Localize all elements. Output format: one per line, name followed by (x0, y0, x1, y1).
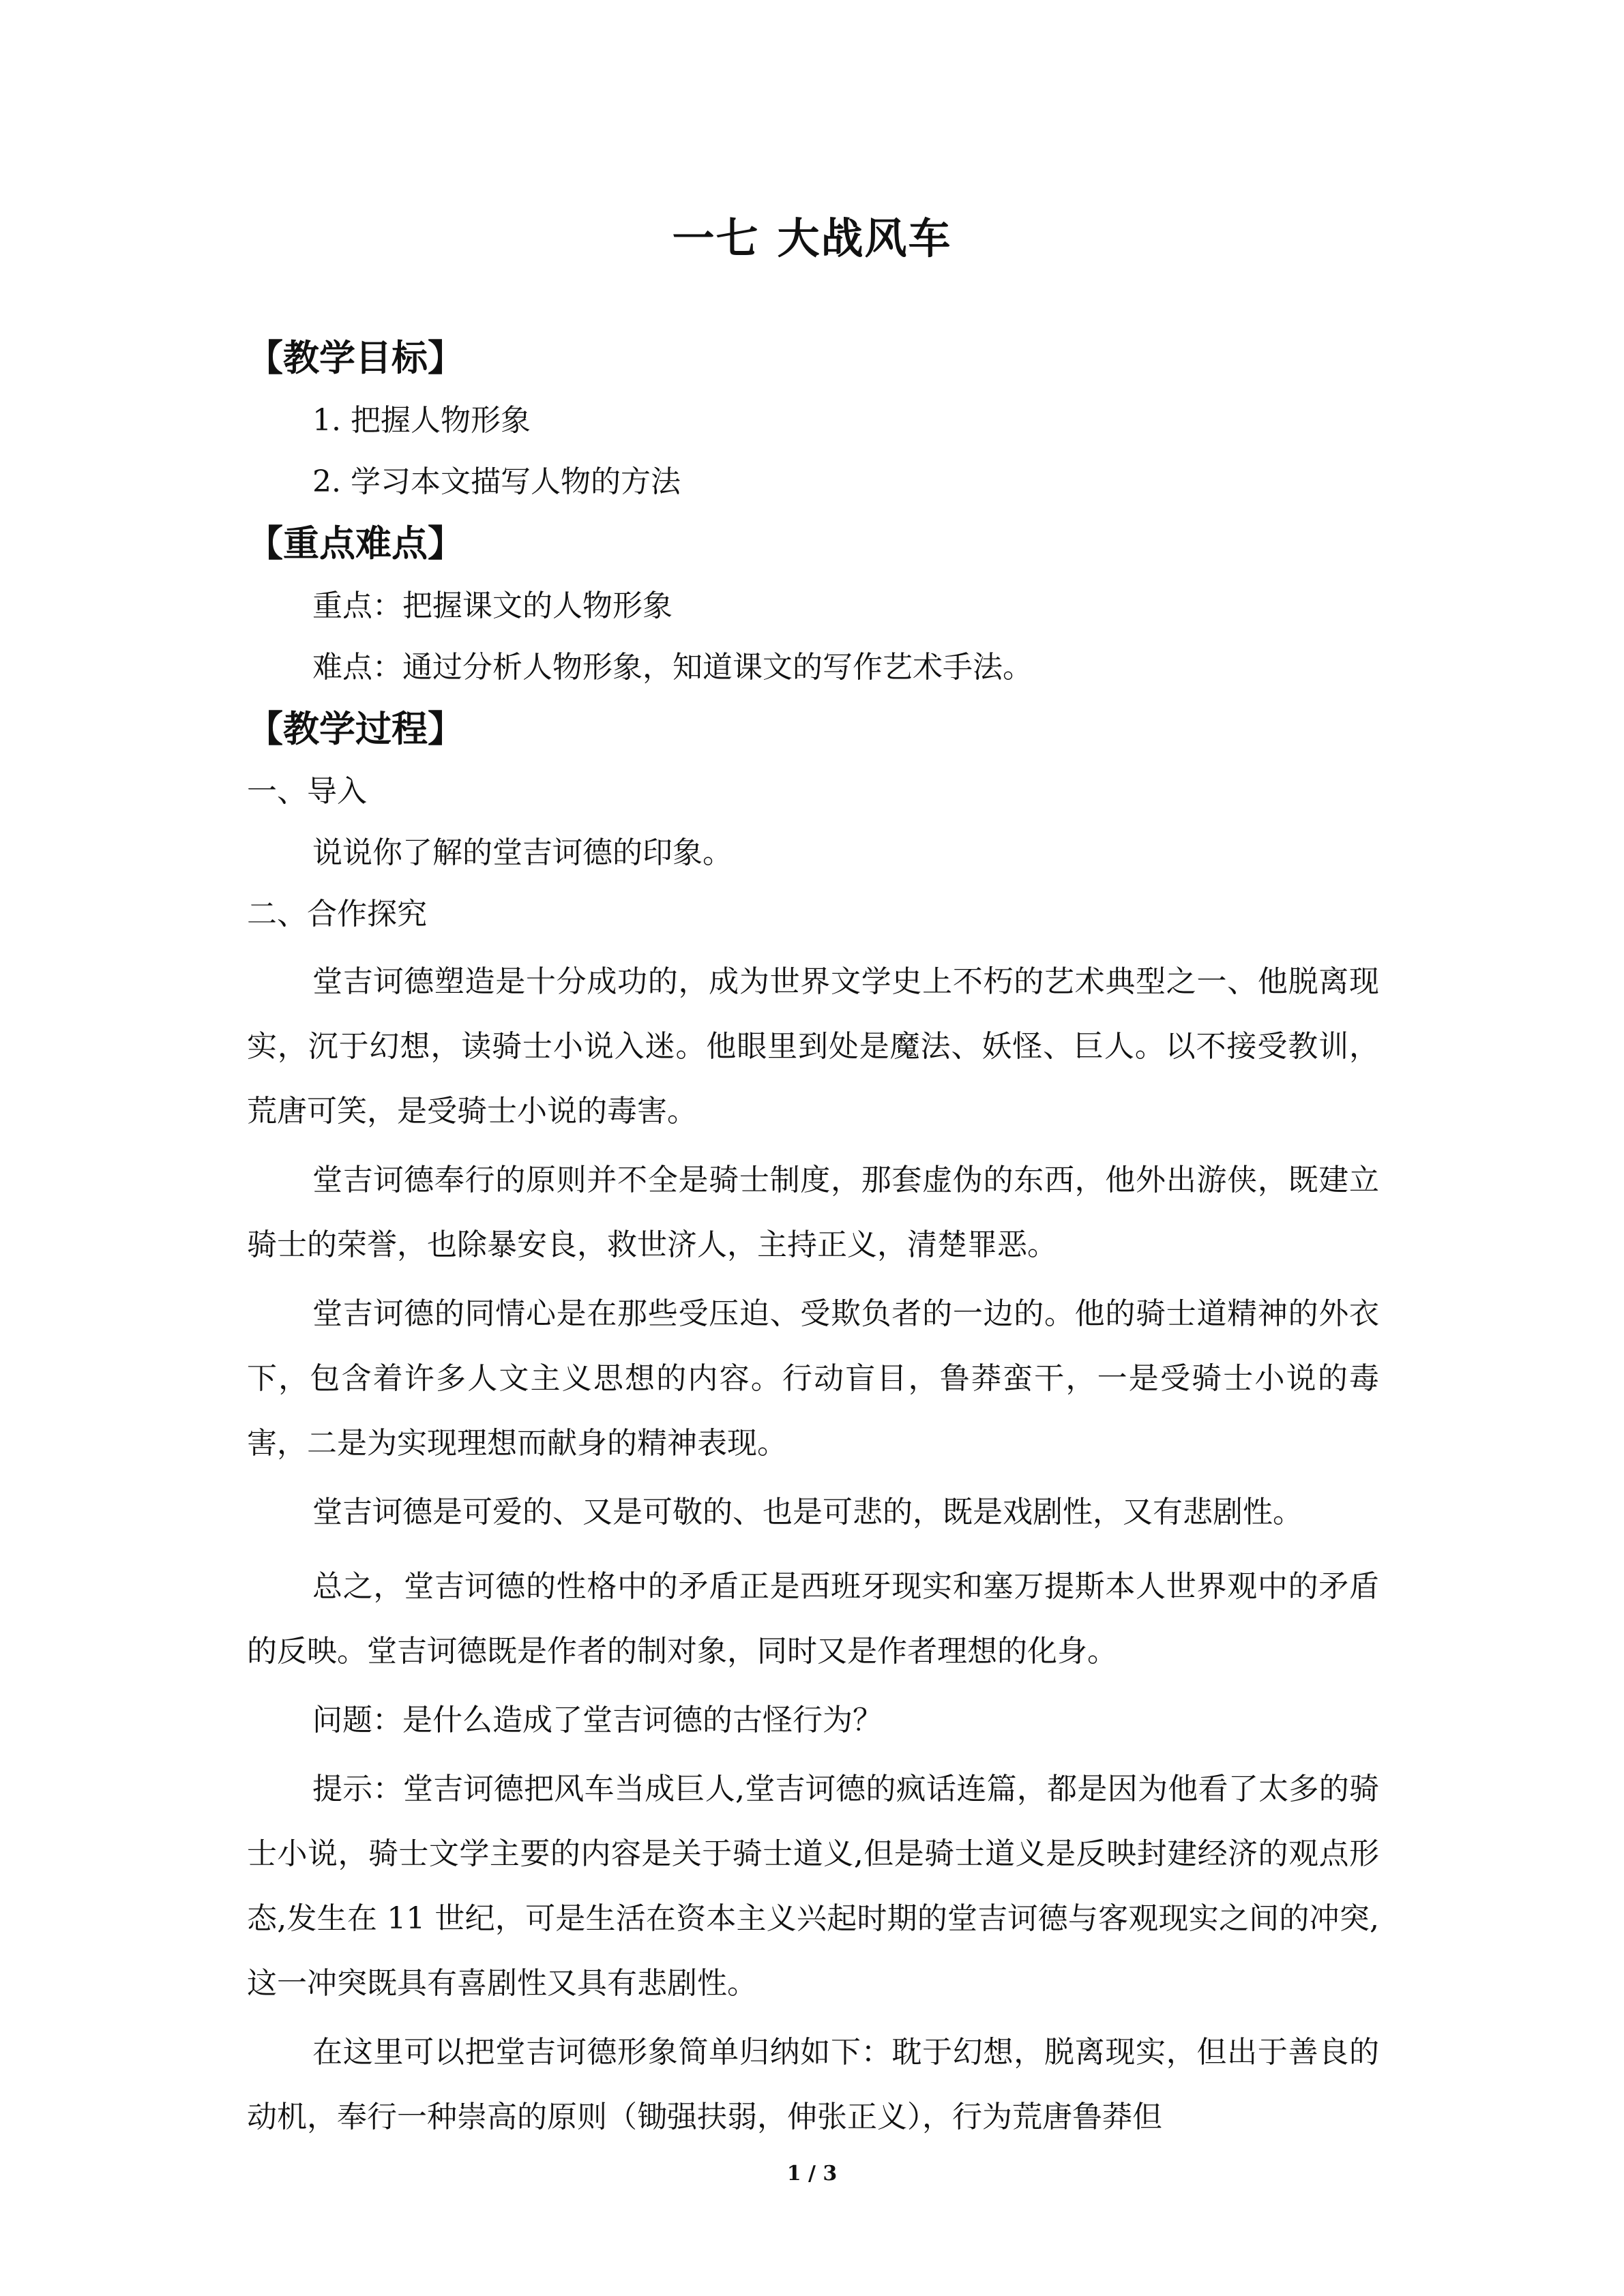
goal-item-2: 2. 学习本文描写人物的方法 (312, 464, 681, 499)
step-explore-label: 二、合作探究 (247, 897, 427, 931)
goal-item-1: 1. 把握人物形象 (312, 403, 531, 438)
body-paragraph-5: 总之，堂吉诃德的性格中的矛盾正是西班牙现实和塞万提斯本人世界观中的矛盾的反映。堂吉诃德既是作者的制对象，同时又是作者理想的化身。 (247, 1569, 1379, 1669)
body-paragraph-3: 堂吉诃德的同情心是在那些受压迫、受欺负者的一边的。他的骑士道精神的外衣下，包含着许多人文主义思想的内容。行动盲目，鲁莽蛮干，一是受骑士小说的毒害，二是为实现理想而献身的精神表现。 (247, 1296, 1379, 1461)
hint-paragraph: 提示：堂吉诃德把风车当成巨人,堂吉诃德的疯话连篇，都是因为他看了太多的骑士小说，骑士文学主要的内容是关于骑士道义,但是骑士道义是反映封建经济的观点形态,发生在 11 世纪，可是生活在资本主义兴起时期的堂吉诃德与客观现实之间的冲突,这一冲突既具有喜剧性又具有悲剧性。 (247, 1772, 1379, 2001)
section-heading-keypoints: 【重点难点】 (247, 523, 464, 565)
summary-paragraph: 在这里可以把堂吉诃德形象简单归纳如下：耽于幻想，脱离现实，但出于善良的动机，奉行一种崇高的原则（锄强扶弱，伸张正义），行为荒唐鲁莽但 (247, 2035, 1379, 2134)
body-paragraph-4: 堂吉诃德是可爱的、又是可敬的、也是可悲的，既是戏剧性，又有悲剧性。 (312, 1495, 1303, 1530)
page-title (0, 205, 1624, 265)
keypoint-difficulty: 难点：通过分析人物形象，知道课文的写作艺术手法。 (312, 650, 1033, 685)
step-intro-label: 一、导入 (247, 774, 367, 809)
page-number: 1 / 3 (786, 2162, 838, 2186)
keypoint-focus: 重点：把握课文的人物形象 (312, 588, 673, 623)
body-paragraph-1: 堂吉诃德塑造是十分成功的，成为世界文学史上不朽的艺术典型之一、他脱离现实，沉于幻想，读骑士小说入迷。他眼里到处是魔法、妖怪、巨人。以不接受教训，荒唐可笑，是受骑士小说的毒害。 (247, 964, 1379, 1129)
document-body (247, 327, 1379, 2149)
question-paragraph: 问题：是什么造成了堂吉诃德的古怪行为？ (312, 1703, 883, 1738)
title-text: 大战风车 (777, 213, 952, 263)
step-intro-text: 说说你了解的堂吉诃德的印象。 (312, 835, 733, 870)
body-paragraph-2: 堂吉诃德奉行的原则并不全是骑士制度，那套虚伪的东西，他外出游侠，既建立骑士的荣誉，也除暴安良，救世济人，主持正义，清楚罪恶。 (247, 1163, 1379, 1262)
section-heading-goals: 【教学目标】 (247, 338, 464, 379)
section-heading-process: 【教学过程】 (247, 709, 464, 750)
title-number: 一七 (672, 213, 760, 263)
